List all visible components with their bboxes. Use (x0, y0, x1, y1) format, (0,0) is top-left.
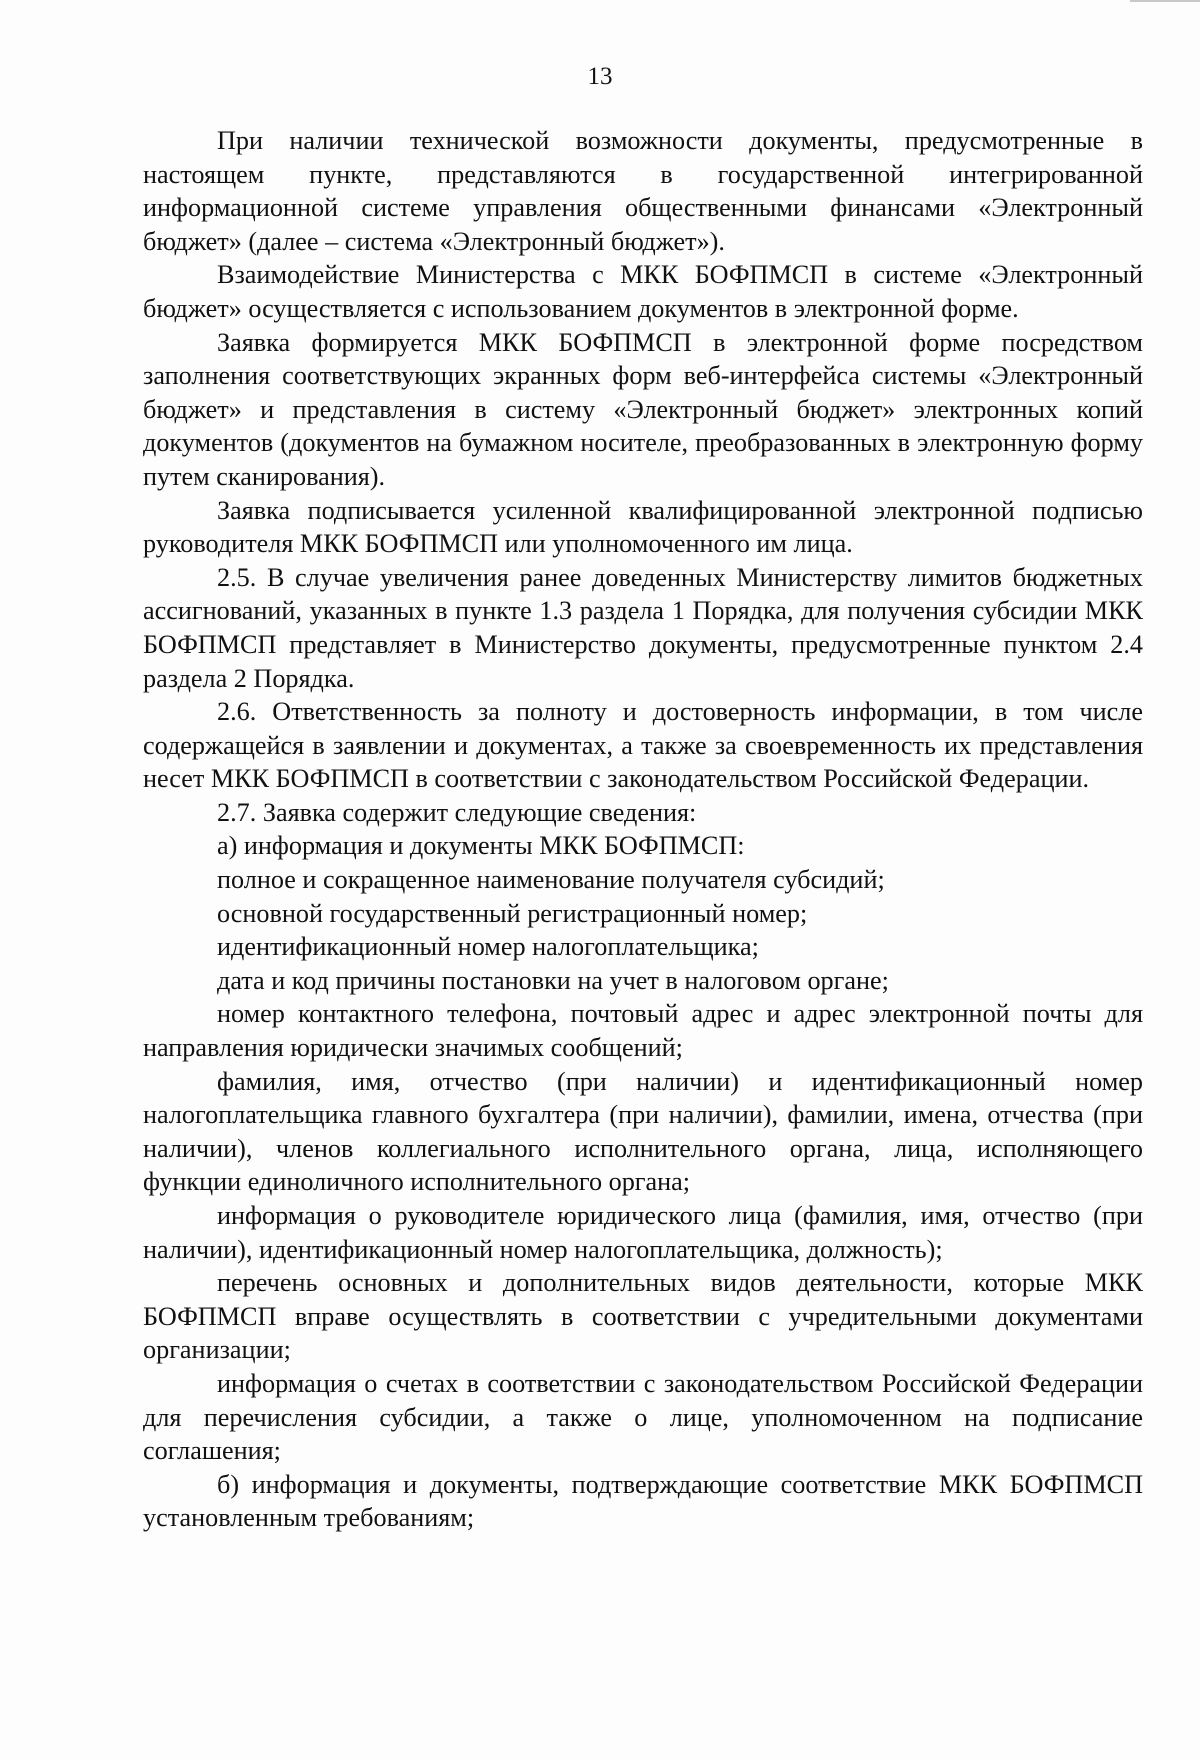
paragraph: Заявка подписывается усиленной квалифицированной электронной подписью руководителя МКК БОФПМСП или уполномоченного им лица. (143, 495, 1143, 559)
paragraph-section-2-7: 2.7. Заявка содержит следующие сведения: (217, 797, 697, 827)
document-body (143, 124, 1143, 1535)
scan-edge-line (1130, 0, 1200, 2)
list-item-a: а) информация и документы МКК БОФПМСП: (217, 831, 745, 861)
page-number: 13 (587, 63, 613, 90)
list-item: полное и сокращенное наименование получателя субсидий; (217, 865, 885, 895)
paragraph-section-2-5: 2.5. В случае увеличения ранее доведенных Министерству лимитов бюджетных ассигнований, указанных в пункте 1.3 раздела 1 Порядка, для получения субсидии МКК БОФПМСП представляет в Министерство документы, предусмотренные пунктом 2.4 раздела 2 Порядка. (143, 562, 1143, 693)
paragraph: Заявка формируется МКК БОФПМСП в электронной форме посредством заполнения соответствующих экранных форм веб-интерфейса системы «Электронный бюджет» и представления в систему «Электронный бюджет» электронных копий документов (документов на бумажном носителе, преобразованных в электронную форму путем сканирования). (143, 327, 1143, 491)
list-item-b: б) информация и документы, подтверждающие соответствие МКК БОФПМСП установленным требованиям; (143, 1469, 1143, 1533)
list-item: перечень основных и дополнительных видов деятельности, которые МКК БОФПМСП вправе осуществлять в соответствии с учредительными документами организации; (143, 1268, 1143, 1365)
list-item: дата и код причины постановки на учет в налоговом органе; (217, 965, 889, 995)
list-item: идентификационный номер налогоплательщика; (217, 932, 759, 962)
list-item: информация о руководителе юридического лица (фамилия, имя, отчество (при наличии), идентификационный номер налогоплательщика, должность); (143, 1201, 1143, 1264)
paragraph: При наличии технической возможности документы, предусмотренные в настоящем пункте, представляются в государственной интегрированной информационной системе управления общественными финансами «Электронный бюджет» (далее – система «Электронный бюджет»). (143, 126, 1143, 256)
paragraph-section-2-6: 2.6. Ответственность за полноту и достоверность информации, в том числе содержащейся в заявлении и документах, а также за своевременность их представления несет МКК БОФПМСП в соответствии с законодательством Российской Федерации. (143, 697, 1143, 794)
list-item: основной государственный регистрационный номер; (217, 898, 808, 928)
paragraph: Взаимодействие Министерства с МКК БОФПМСП в системе «Электронный бюджет» осуществляется с использованием документов в электронной форме. (143, 260, 1143, 323)
list-item: номер контактного телефона, почтовый адрес и адрес электронной почты для направления юридически значимых сообщений; (143, 999, 1143, 1063)
list-item: информация о счетах в соответствии с законодательством Российской Федерации для перечисления субсидии, а также о лице, уполномоченном на подписание соглашения; (143, 1368, 1143, 1466)
list-item: фамилия, имя, отчество (при наличии) и идентификационный номер налогоплательщика главного бухгалтера (при наличии), фамилии, имена, отчества (при наличии), членов коллегиального исполнительного органа, лица, исполняющего функции единоличного исполнительного органа; (143, 1066, 1143, 1197)
